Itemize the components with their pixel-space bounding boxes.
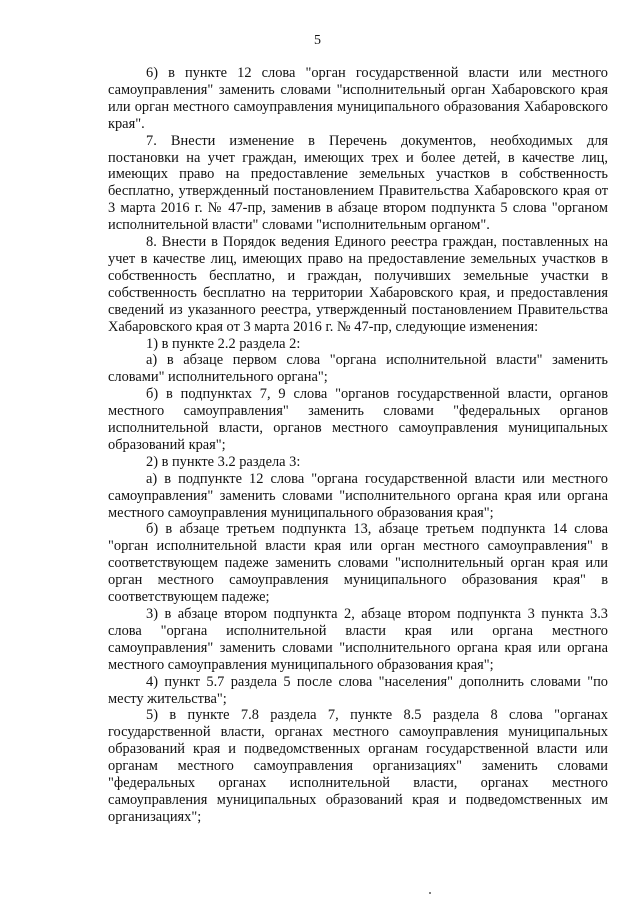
paragraph-item-6: 6) в пункте 12 слова "орган государственной власти или местного самоуправления" заменить словами "исполнительный орган Хабаровского края или орган местного самоуправления муниципального образования Хабаровского края".	[108, 65, 608, 132]
paragraph-subitem-2: 2) в пункте 3.2 раздела 3:	[146, 453, 301, 470]
paragraph-subitem-1a: а) в абзаце первом слова "органа исполнительной власти" заменить словами" исполнительного органа";	[108, 352, 608, 386]
document-body	[108, 65, 608, 826]
paragraph-subitem-5: 5) в пункте 7.8 раздела 7, пункте 8.5 раздела 8 слова "органах государственной власти, органах местного самоуправления муниципальных образований края и подведомственных органам государственной власти или органам местного самоуправления организациях" заменить словами "федеральных органах исполнительной власти, органах местного самоуправления муниципальных образований края и подведомственных им организациях";	[108, 707, 608, 825]
paragraph-section-8: 8. Внести в Порядок ведения Единого реестра граждан, поставленных на учет в качестве лиц, имеющих право на предоставление земельных участков в собственность бесплатно, и граждан, получивших земельные участки в собственность бесплатно на территории Хабаровского края, и предоставления сведений из указанного реестра, утвержденный постановлением Правительства Хабаровского края от 3 марта 2016 г. № 47-пр, следующие изменения:	[108, 234, 608, 335]
paragraph-subitem-4: 4) пункт 5.7 раздела 5 после слова "населения" дополнить словами "по месту жительства";	[108, 673, 608, 707]
scan-speck	[429, 892, 431, 894]
paragraph-subitem-2a: а) в подпункте 12 слова "органа государственной власти или местного самоуправления" заменить словами "исполнительного органа края или органа местного самоуправления муниципального образования края";	[108, 470, 608, 521]
paragraph-subitem-3: 3) в абзаце втором подпункта 2, абзаце втором подпункта 3 пункта 3.3 слова "органа исполнительной власти края или органа местного самоуправления" заменить словами "исполнительного органа края или органа местного самоуправления муниципального образования края";	[108, 606, 608, 673]
paragraph-subitem-1b: б) в подпунктах 7, 9 слова "органов государственной власти, органов местного самоуправления" заменить словами "федеральных органов исполнительной власти, органов местного самоуправления муниципальных образований края";	[108, 386, 608, 453]
page-number: 5	[314, 33, 321, 48]
paragraph-subitem-1: 1) в пункте 2.2 раздела 2:	[146, 335, 301, 352]
paragraph-subitem-2b: б) в абзаце третьем подпункта 13, абзаце третьем подпункта 14 слова "орган исполнительной власти края или орган местного самоуправления" в соответствующем падеже заменить словами "исполнительный орган края или орган местного самоуправления муниципального образования края" в соответствующем падеже;	[108, 521, 608, 606]
paragraph-section-7: 7. Внести изменение в Перечень документов, необходимых для постановки на учет граждан, имеющих трех и более детей, в качестве лиц, имеющих право на предоставление земельных участков в собственность бесплатно, утвержденный постановлением Правительства Хабаровского края от 3 марта 2016 г. № 47-пр, заменив в абзаце втором подпункта 5 слова "органом исполнительной власти" словами "исполнительным органом".	[108, 132, 608, 234]
